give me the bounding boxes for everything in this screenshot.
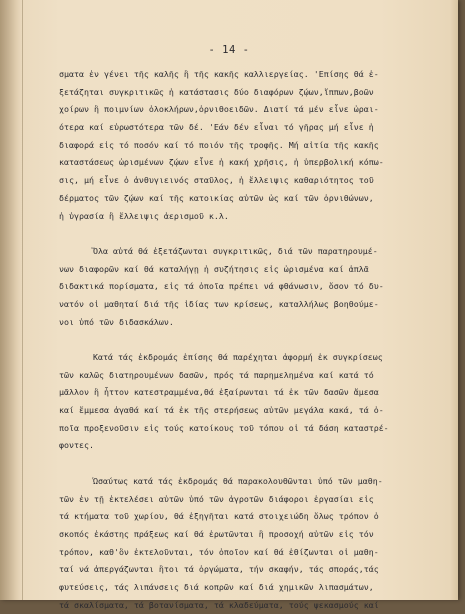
text-line: καί ἔμμεσα ἀγαθά καί τά ἐκ τῆς στερήσεως αὐτῶν μεγάλα κακά, τά ὁ- (59, 405, 384, 416)
text-line: χοίρων ἢ ποιμνίων ὁλοκλήρων,ὀρνιθοειδῶν. Διατί τά μέν εἶνε ὡραι- (59, 104, 379, 115)
text-line: Ὡσαύτως κατά τάς ἐκδρομάς θά παρακολουθῶνται ὑπό τῶν μαθη- (93, 475, 383, 486)
paragraph-gap (59, 225, 451, 243)
paragraph-gap (59, 331, 451, 349)
text-line: σματα ἐν γένει τῆς καλῆς ἢ τῆς κακῆς καλλιεργείας. 'Επίσης θά ἐ- (59, 69, 379, 79)
text-line: Κατά τάς ἐκδρομάς ἐπίσης θά παρέχηται ἀφορμή ἐκ συγκρίσεως (93, 352, 383, 362)
page-crease (22, 0, 23, 600)
text-line: σις, μή εἶνε ὁ ἀνθυγιεινός σταῦλος, ἡ ἔλλειψις καθαριότητος τοῦ (59, 175, 374, 186)
text-line: σκοπός ἑκάστης πράξεως καί θά ἐρωτῶνται ἢ προσοχή αὐτῶν εἰς τόν (59, 528, 374, 539)
paragraph-gap (59, 455, 451, 473)
text-line: νοι ὑπό τῶν διδασκάλων. (59, 316, 174, 327)
text-line: καταστάσεως ὡρισμένων ζῴων εἶνε ἡ κακή χρῆσις, ἡ ὑπερβολική κόπω- (59, 157, 384, 168)
text-line: διδακτικά πορίσματα, εἰς τά ὁποῖα πρέπει νά φθάνωσιν, ὅσον τό δυ- (59, 281, 384, 292)
text-line: ποῖα προξενοῦσιν εἰς τούς κατοίκους τοῦ τόπου οἱ τά δάση καταστρέ- (59, 422, 389, 433)
text-line: δέρματος τῶν ζῴων καί τῆς κατοικίας αὐτῶν ὡς καί τῶν ὀρνιθώνων, (59, 192, 374, 203)
text-line: νατόν οἱ μαθηταί διά τῆς ἰδίας των κρίσεως, καταλλήλως βοηθούμε- (59, 298, 379, 309)
text-line: διαφορά εἰς τό ποσόν καί τό ποιόν τῆς τροφῆς. Μή αἰτία τῆς κακῆς (59, 139, 379, 150)
text-line: νων διαφορῶν καί θά καταλήγῃ ἡ συζήτησις εἰς ὡρισμένα καί ἁπλᾶ (59, 263, 369, 274)
text-line: τῶν ἐν τῇ ἐκτελέσει αὐτῶν ὑπό τῶν ἀγροτῶν διάφοροι ἐργασίαι εἰς (59, 493, 374, 504)
text-line: φυτεύσεις, τάς λιπάνσεις διά κοπρῶν καί διά χημικῶν λιπασμάτων, (59, 581, 374, 592)
text-line: τῶν καλῶς διατηρουμένων δασῶν, πρός τά παρημελημένα καί κατά τό (59, 369, 374, 380)
text-line: τά κτήματα τοῦ χωρίου, θά ἐξηγῆται κατά στοιχειώδη ὅλως τρόπον ὁ (59, 511, 379, 522)
text-line: τά σκαλίσματα, τά βοτανίσματα, τά κλαδεύματα, τούς ψεκασμούς καί (59, 599, 379, 610)
text-line: ξετάζηται συγκριτικῶς ἡ κατάστασις δύο διαφόρων ζῴων,ἵππων,βοῶν (59, 86, 374, 97)
binding-shadow (0, 0, 22, 600)
text-line: ταί νά ἀπεργάζωνται ἢτοι τά ὀργώματα, τήν σκαφήν, τάς σποράς,τάς (59, 564, 379, 575)
text-line: τρόπον, καθ'ὃν ἐκτελοῦνται, τόν ὁποῖον καί θά ἐθίζωνται οἱ μαθη- (59, 546, 379, 557)
text-line: ἡ ὑγρασία ἢ ἔλλειψις ἀερισμοῦ κ.λ. (59, 210, 229, 221)
text-line: φοντες. (59, 440, 94, 451)
text-line: ότερα καί εὐρωστότερα τῶν δέ. 'Εάν δέν εἶναι τό γῆρας μή εἶνε ἡ (59, 122, 374, 133)
text-line: μᾶλλον ἢ ἧττον κατεστραμμένα,θά ἐξαίρωνται τά ἐκ τῶν δασῶν ἄμεσα (59, 387, 379, 398)
page-number: - 14 - (208, 44, 250, 56)
text-line: Ὅλα αὐτά θά ἐξετάζωνται συγκριτικῶς, διά τῶν παρατηρουμέ- (93, 245, 378, 256)
body-text (59, 66, 451, 614)
